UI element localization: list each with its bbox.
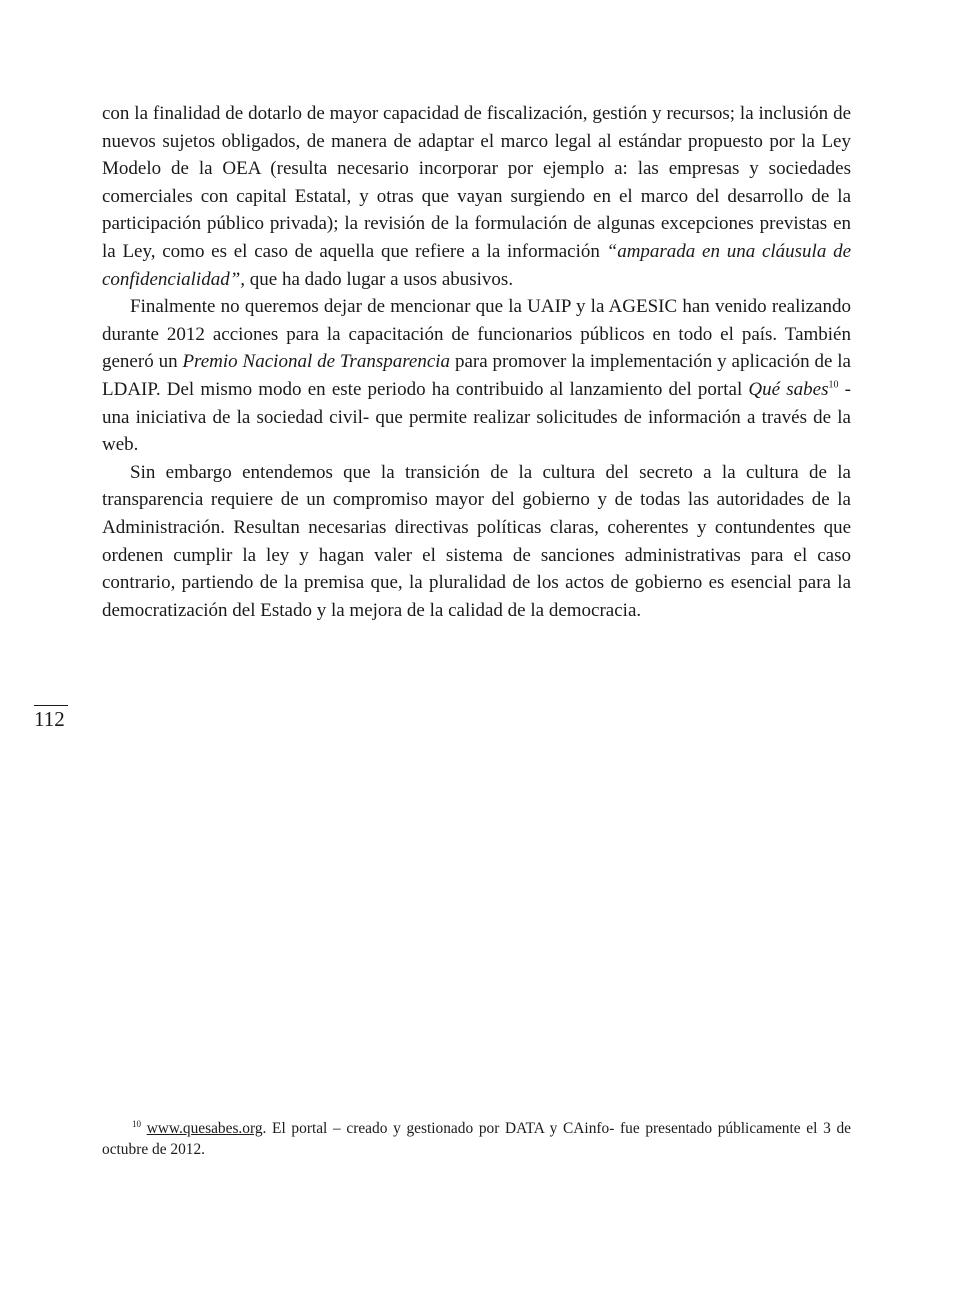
footnote-reference[interactable]: 10 — [828, 379, 839, 391]
paragraph-1-text-a: con la finalidad de dotarlo de mayor capacidad de fiscalización, gestión y recursos; la inclusión de nuevos sujetos obligados, de manera de adaptar el marco legal al estándar propuesto por la Ley Modelo de la OEA (resulta necesario incorporar por ejemplo a: las empresas y sociedades comerciales con capital Estatal, y otras que vayan surgiendo en el marco del desarrollo de la participación público privada); la revisión de la formulación de algunas excepciones previstas en la Ley, como es el caso de aquella que refiere a la información — [102, 103, 851, 262]
footnote — [102, 1118, 851, 1160]
paragraph-3 — [102, 459, 851, 625]
footnote-link[interactable]: www.quesabes.org — [146, 1120, 263, 1137]
paragraph-3-text: Sin embargo entendemos que la transición de la cultura del secreto a la cultura de la transparencia requiere de un compromiso mayor del gobierno y de todas las autoridades de la Administración. Resultan necesarias directivas políticas claras, coherentes y contundentes que ordenen cumplir la ley y hagan valer el sistema de sanciones administrativas para el caso contrario, partiendo de la premisa que, la pluralidad de los actos de gobierno es esencial para la democratización del Estado y la mejora de la calidad de la democracia. — [102, 461, 851, 621]
paragraph-1 — [102, 100, 851, 293]
paragraph-2-portal-name: Qué sabes — [748, 378, 829, 400]
paragraph-2-text-b: para promover la implementación y aplicación de la LDAIP. Del mismo modo en este periodo ha contribuido al lanzamiento del portal — [102, 351, 851, 400]
footnote-marker: 10 — [132, 1118, 141, 1129]
footnote-paragraph — [102, 1118, 851, 1160]
paragraph-1-text-b: que ha dado lugar a usos abusivos. — [245, 268, 514, 290]
paragraph-2-text-a: Finalmente no queremos dejar de mencionar que la UAIP y la AGESIC han venido realizando durante 2012 acciones para la capacitación de funcionarios públicos en todo el país. También generó un — [102, 296, 851, 373]
paragraph-2-text-c: -una iniciativa de la sociedad civil- que permite realizar solicitudes de información a través de la web. — [102, 378, 851, 456]
page-number: 112 — [34, 707, 65, 731]
paragraph-2-award-title: Premio Nacional de Transparencia — [182, 351, 451, 373]
body-text — [102, 100, 851, 624]
paragraph-2 — [102, 293, 851, 459]
footnote-text: . El portal – creado y gestionado por DATA y CAinfo- fue presentado públicamente el 3 de octubre de 2012. — [102, 1120, 851, 1158]
paragraph-1-quote: “amparada en una cláusula de confidencialidad”, — [102, 240, 851, 290]
